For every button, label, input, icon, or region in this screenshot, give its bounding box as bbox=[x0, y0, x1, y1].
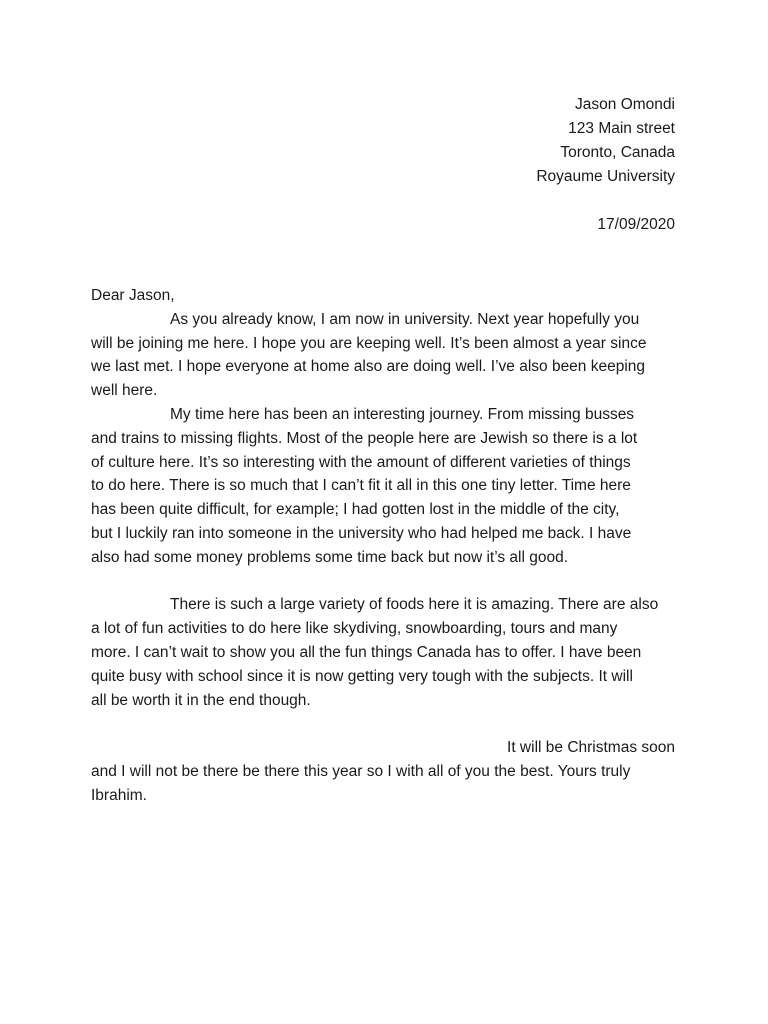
paragraph-line: but I luckily ran into someone in the university who had helped me back. I have bbox=[91, 524, 632, 542]
paragraph-2 bbox=[91, 403, 681, 570]
letter-body bbox=[91, 284, 681, 808]
paragraph-line: more. I can’t wait to show you all the fun things Canada has to offer. I have been bbox=[91, 643, 642, 661]
paragraph-1 bbox=[91, 308, 681, 403]
paragraph-line: and I will not be there be there this year so I with all of you the best. Yours truly bbox=[91, 762, 631, 780]
paragraph-line: My time here has been an interesting journey. From missing busses bbox=[170, 405, 635, 423]
paragraph-line: also had some money problems some time back but now it’s all good. bbox=[91, 548, 569, 566]
paragraph-line: we last met. I hope everyone at home also are doing well. I’ve also been keeping bbox=[91, 358, 646, 376]
signature-name: Ibrahim. bbox=[91, 786, 147, 804]
paragraph-line: and trains to missing flights. Most of the people here are Jewish so there is a lot bbox=[91, 429, 638, 447]
paragraph-line: There is such a large variety of foods here it is amazing. There are also bbox=[170, 596, 659, 614]
sender-city: Toronto, Canada bbox=[560, 144, 675, 161]
paragraph-line: well here. bbox=[91, 382, 158, 400]
paragraph-4-closing bbox=[91, 736, 681, 807]
paragraph-line: of culture here. It’s so interesting with the amount of different varieties of things bbox=[91, 453, 631, 471]
paragraph-line: all be worth it in the end though. bbox=[91, 691, 311, 709]
paragraph-line: quite busy with school since it is now getting very tough with the subjects. It will bbox=[91, 667, 633, 685]
sender-address-block bbox=[536, 93, 675, 237]
paragraph-line: will be joining me here. I hope you are keeping well. It’s been almost a year since bbox=[91, 334, 647, 352]
paragraph-line: has been quite difficult, for example; I had gotten lost in the middle of the city, bbox=[91, 501, 620, 519]
paragraph-line: to do here. There is so much that I can’t fit it all in this one tiny letter. Time here bbox=[91, 477, 631, 495]
sender-street: 123 Main street bbox=[568, 120, 675, 137]
sender-institution: Royaume University bbox=[536, 168, 675, 185]
paragraph-3 bbox=[91, 593, 681, 712]
sender-name: Jason Omondi bbox=[575, 96, 675, 113]
salutation: Dear Jason, bbox=[91, 287, 175, 304]
letter-date: 17/09/2020 bbox=[597, 216, 675, 233]
paragraph-line: As you already know, I am now in university. Next year hopefully you bbox=[170, 310, 640, 328]
paragraph-line: a lot of fun activities to do here like skydiving, snowboarding, tours and many bbox=[91, 620, 618, 638]
paragraph-line: It will be Christmas soon bbox=[507, 739, 675, 757]
